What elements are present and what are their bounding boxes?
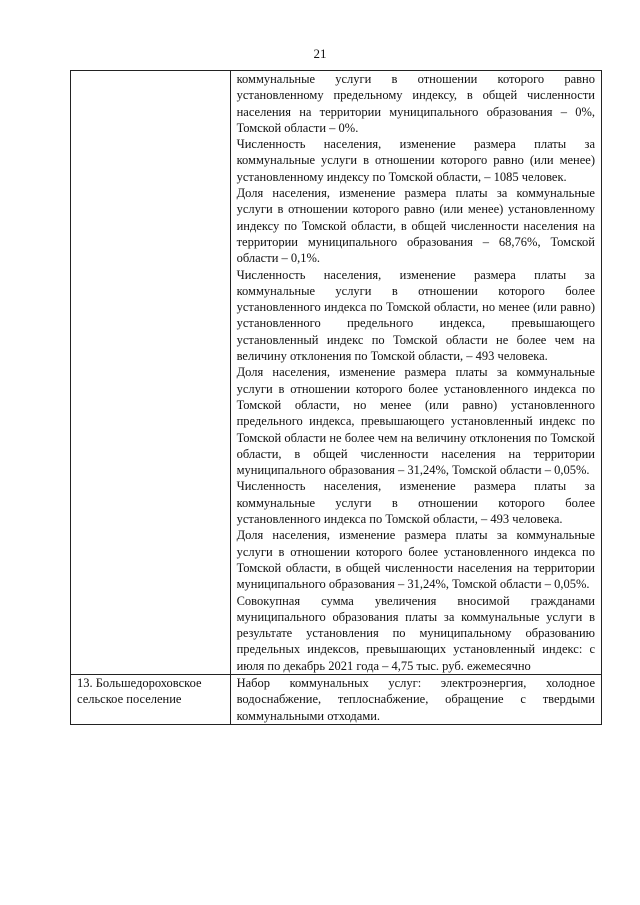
paragraph: Доля населения, изменение размера платы за коммунальные услуги в отношении которого равно (или менее) установленному индексу по Томской области, в общей численности населения на территории муниципального образования – 68,76%, Томской области – 0,1%. bbox=[236, 186, 595, 266]
paragraph: Доля населения, изменение размера платы за коммунальные услуги в отношении которого более установленного индекса по Томской области, в общей численности населения на территории муниципального образования – 31,24%, Томской области – 0,05%. bbox=[236, 528, 595, 592]
table-row bbox=[71, 674, 602, 724]
paragraph: Доля населения, изменение размера платы за коммунальные услуги в отношении которого более установленного индекса по Томской области, но менее (или равно) установленного предельного индекса, превышающего установленный индекс по Томской области не более чем на величину отклонения по Томской области, в общей численности населения на территории муниципального образования – 31,24%, Томской области – 0,05%. bbox=[236, 365, 595, 478]
table-cell-municipality bbox=[71, 674, 231, 724]
table-cell-description bbox=[230, 674, 601, 724]
municipality-name: 13. Большедороховское сельское поселение bbox=[77, 675, 202, 707]
paragraph: Набор коммунальных услуг: электроэнергия, холодное водоснабжение, теплоснабжение, обращение с твердыми коммунальными отходами. bbox=[236, 675, 595, 723]
table-cell-description bbox=[230, 71, 601, 675]
page-number: 21 bbox=[313, 46, 327, 61]
table-row bbox=[71, 71, 602, 675]
paragraph: коммунальные услуги в отношении которого равно установленному предельному индексу, в общей численности населения на территории муниципального образования – 0%, Томской области – 0%. bbox=[236, 72, 595, 135]
paragraph: Совокупная сумма увеличения вносимой гражданами муниципального образования платы за коммунальные услуги в результате установления по муниципальному образованию предельных индексов, превышающих установленный индекс: с июля по декабрь 2021 года – 4,75 тыс. руб. ежемесячно bbox=[236, 593, 595, 673]
document-table bbox=[70, 70, 602, 725]
paragraph: Численность населения, изменение размера платы за коммунальные услуги в отношении которого более установленного индекса по Томской области, – 493 человека. bbox=[236, 479, 595, 527]
paragraph: Численность населения, изменение размера платы за коммунальные услуги в отношении которого более установленного индекса по Томской области, но менее (или равно) установленного предельного индекса, превышающего установленный индекс по Томской области не более чем на величину отклонения по Томской области, – 493 человека. bbox=[236, 267, 595, 364]
table-cell-municipality bbox=[71, 71, 231, 675]
paragraph: Численность населения, изменение размера платы за коммунальные услуги в отношении которого равно (или менее) установленному индексу по Томской области, – 1085 человек. bbox=[236, 137, 595, 184]
